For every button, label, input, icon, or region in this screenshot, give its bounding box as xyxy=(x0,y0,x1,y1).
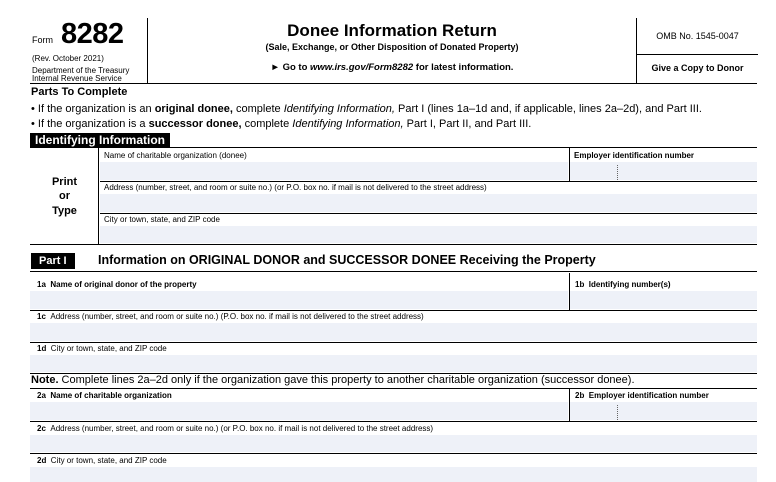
original-donor-name-input[interactable] xyxy=(30,291,568,309)
omb-divider xyxy=(637,54,758,55)
line-2b-num: 2b xyxy=(575,391,585,400)
line-2b-label xyxy=(575,391,709,400)
omb-number: OMB No. 1545-0047 xyxy=(656,31,739,41)
goto-suffix: for latest information. xyxy=(413,62,514,73)
successor-ein-separator xyxy=(617,405,618,420)
b1-prefix: • If the organization is an xyxy=(31,103,155,115)
identifying-number-input[interactable] xyxy=(570,291,757,309)
note-text: Complete lines 2a–2d only if the organization gave this property to another charitable organization (successor donee). xyxy=(58,374,635,386)
rule-1a xyxy=(30,310,757,311)
ein-separator xyxy=(617,165,618,180)
donee-name-input[interactable] xyxy=(100,162,568,180)
form-subtitle: (Sale, Exchange, or Other Disposition of Donated Property) xyxy=(265,42,519,52)
print-or-type-label xyxy=(30,148,99,244)
line-1a-label xyxy=(37,280,197,289)
b1-suffix: Part I (lines 1a–1d and, if applicable, lines 2a–2d), and Part III. xyxy=(394,103,702,115)
successor-ein-input[interactable] xyxy=(570,402,757,420)
successor-donee-instruction xyxy=(31,118,531,130)
line-1d-num: 1d xyxy=(37,344,47,353)
donee-ein-label xyxy=(574,151,694,160)
give-copy-label: Give a Copy to Donor xyxy=(651,63,744,73)
revision-date: (Rev. October 2021) xyxy=(32,54,104,63)
identifying-info-label: Identifying Information xyxy=(30,133,170,148)
b2-suffix: Part I, Part II, and Part III. xyxy=(403,118,532,130)
line-1c-label xyxy=(37,312,424,321)
pot-type: Type xyxy=(52,205,77,217)
donee-name-label: Name of charitable organization (donee) xyxy=(104,151,247,160)
b2-bold: successor donee, xyxy=(148,118,242,130)
b2-mid: complete xyxy=(241,118,293,130)
line-2d-num: 2d xyxy=(37,456,47,465)
form-id-block xyxy=(30,18,148,84)
line-2c-label xyxy=(37,424,433,433)
line-1b-text: Identifying number(s) xyxy=(588,280,671,289)
rule-ident-bottom xyxy=(30,244,757,245)
note-bold: Note. xyxy=(31,374,59,386)
pot-or: or xyxy=(59,190,70,202)
rule-ident-2 xyxy=(100,213,757,214)
form-header xyxy=(30,18,757,84)
service-name: Internal Revenue Service xyxy=(32,74,122,83)
form-number: 8282 xyxy=(61,18,124,50)
title-block xyxy=(148,18,636,84)
original-donee-instruction xyxy=(31,103,702,115)
line-1a-text: Name of original donor of the property xyxy=(50,280,197,289)
successor-name-input[interactable] xyxy=(30,402,568,420)
donee-ein-label-text: Employer identification number xyxy=(574,151,695,160)
donee-ein-input[interactable] xyxy=(570,162,757,180)
identifying-info-header xyxy=(30,133,757,148)
omb-block xyxy=(636,18,757,84)
goto-prefix: ► Go to xyxy=(270,62,311,73)
b1-bold: original donee, xyxy=(154,103,233,115)
b1-italic: Identifying Information, xyxy=(283,103,395,115)
line-2d-text: City or town, state, and ZIP code xyxy=(50,456,167,465)
rule-1c xyxy=(30,342,757,343)
parts-to-complete-heading: Parts To Complete xyxy=(31,86,128,98)
line-1c-text: Address (number, street, and room or suite no.) (P.O. box no. if mail is not delivered to the street address) xyxy=(50,312,424,321)
line-1b-num: 1b xyxy=(575,280,585,289)
rule-2a xyxy=(30,421,757,422)
rule-ident-1 xyxy=(100,181,757,182)
donee-address-input[interactable] xyxy=(100,194,757,212)
line-1c-num: 1c xyxy=(37,312,46,321)
line-2a-text: Name of charitable organization xyxy=(50,391,172,400)
successor-city-input[interactable] xyxy=(30,467,757,482)
part1-tag: Part I xyxy=(31,253,75,269)
donor-address-input[interactable] xyxy=(30,323,757,341)
line-1b-label xyxy=(575,280,671,289)
donee-city-label: City or town, state, and ZIP code xyxy=(104,215,220,224)
donee-city-input[interactable] xyxy=(100,226,757,243)
goto-instructions xyxy=(148,62,636,73)
line-1d-label xyxy=(37,344,167,353)
b2-prefix: • If the organization is a xyxy=(31,118,149,130)
department-name: Department of the Treasury xyxy=(32,66,130,75)
form-word: Form xyxy=(32,35,53,45)
successor-note xyxy=(31,374,635,386)
line-2a-num: 2a xyxy=(37,391,46,400)
irs-url-link[interactable]: www.irs.gov/Form8282 xyxy=(310,62,414,73)
part1-header xyxy=(30,252,757,272)
line-2a-label xyxy=(37,391,172,400)
line-2c-num: 2c xyxy=(37,424,46,433)
line-1d-text: City or town, state, and ZIP code xyxy=(50,344,167,353)
part1-title: Information on ORIGINAL DONOR and SUCCESSOR DONEE Receiving the Property xyxy=(98,253,596,267)
b1-mid: complete xyxy=(232,103,284,115)
donee-address-label: Address (number, street, and room or suite no.) (or P.O. box no. if mail is not delivered to the street address) xyxy=(104,183,487,192)
donor-city-input[interactable] xyxy=(30,355,757,372)
rule-2c xyxy=(30,453,757,454)
successor-address-input[interactable] xyxy=(30,435,757,452)
pot-print: Print xyxy=(51,176,78,188)
line-2c-text: Address (number, street, and room or suite no.) (or P.O. box no. if mail is not delivered to the street address) xyxy=(50,424,434,433)
line-2d-label xyxy=(37,456,167,465)
form-title: Donee Information Return xyxy=(287,21,497,40)
b2-italic: Identifying Information, xyxy=(292,118,404,130)
line-2b-text: Employer identification number xyxy=(588,391,709,400)
line-1a-num: 1a xyxy=(37,280,46,289)
rule-note xyxy=(30,388,757,389)
